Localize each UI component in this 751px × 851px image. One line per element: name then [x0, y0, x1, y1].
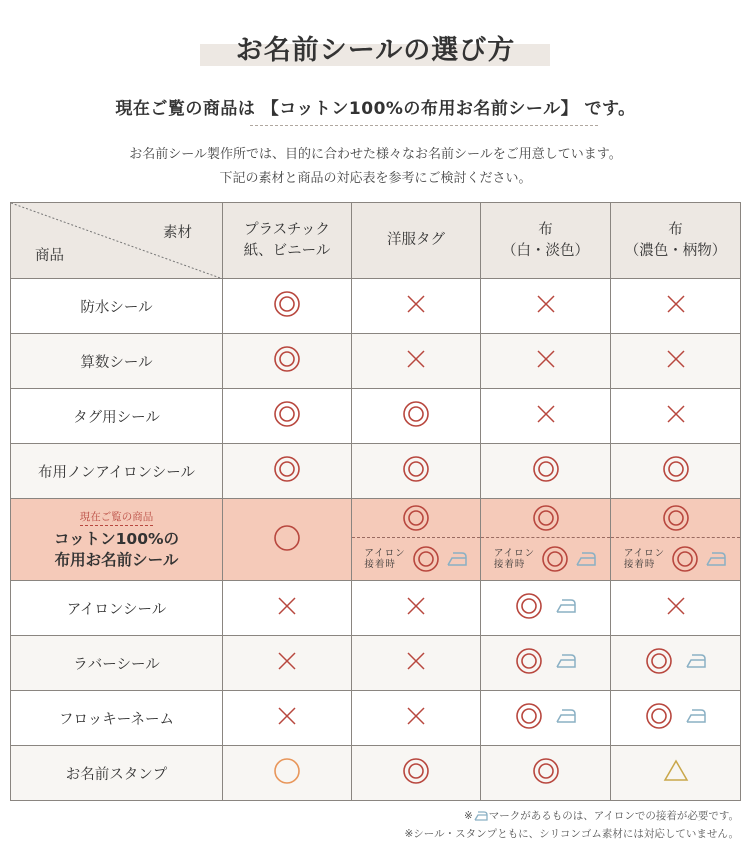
page-title: お名前シールの選び方 — [235, 35, 516, 66]
compat-cell — [352, 581, 481, 636]
corner-product-label: 商品 — [35, 248, 64, 264]
table-row — [11, 444, 741, 499]
double-circle-icon — [532, 455, 560, 483]
product-name-cell: ラバーシール — [11, 636, 223, 691]
product-name-cell: お名前スタンプ — [11, 746, 223, 801]
table-header-row — [11, 203, 741, 279]
cross-icon — [666, 596, 686, 616]
double-circle-icon — [273, 290, 301, 318]
iron-icon — [705, 551, 727, 567]
double-circle-icon — [273, 400, 301, 428]
double-circle-icon — [645, 702, 673, 730]
product-name-cell: 防水シール — [11, 279, 223, 334]
compat-cell — [611, 334, 741, 389]
table-row — [11, 334, 741, 389]
compat-cell — [611, 279, 741, 334]
title-area — [0, 18, 751, 78]
footnote-iron: ※ マークがあるものは、アイロンでの接着が必要です。 — [463, 810, 739, 822]
compat-cell — [611, 444, 741, 499]
double-circle-with-iron — [515, 592, 577, 620]
double-circle-icon — [515, 702, 543, 730]
compat-cell-split — [481, 499, 611, 581]
compat-cell — [611, 636, 741, 691]
table-row — [11, 746, 741, 801]
compat-cell — [352, 389, 481, 444]
circle-icon — [273, 524, 301, 552]
product-name-cell: アイロンシール — [11, 581, 223, 636]
compat-cell — [352, 444, 481, 499]
iron-bonding-label: アイロン 接着時 — [623, 548, 666, 570]
compat-cell — [481, 636, 611, 691]
compat-cell — [223, 636, 352, 691]
table-row — [11, 636, 741, 691]
column-header-tag: 洋服タグ — [352, 203, 481, 279]
compat-cell — [223, 746, 352, 801]
cross-icon — [406, 706, 426, 726]
column-header-cloth-light: 布 （白・淡色） — [481, 203, 611, 279]
description-line-2: 下記の素材と商品の対応表を参考にご検討ください。 — [219, 171, 532, 186]
double-circle-icon — [662, 455, 690, 483]
footnote-silicone: ※シール・スタンプともに、シリコンゴム素材には対応していません。 — [404, 828, 739, 840]
compat-cell — [481, 334, 611, 389]
compat-cell — [352, 691, 481, 746]
double-circle-icon — [273, 455, 301, 483]
double-circle-icon — [515, 592, 543, 620]
cross-icon — [666, 294, 686, 314]
compat-cell — [223, 334, 352, 389]
double-circle-with-iron — [645, 702, 707, 730]
description-line-1: お名前シール製作所では、目的に合わせた様々なお名前シールをご用意しています。 — [129, 147, 622, 162]
double-circle-icon — [402, 400, 430, 428]
double-circle-icon — [532, 504, 560, 532]
cross-icon — [277, 651, 297, 671]
product-name-cell: 算数シール — [11, 334, 223, 389]
compat-cell — [352, 279, 481, 334]
compat-cell — [223, 389, 352, 444]
table-row — [11, 691, 741, 746]
compat-cell — [352, 636, 481, 691]
product-name-cell: 布用ノンアイロンシール — [11, 444, 223, 499]
compat-cell — [481, 746, 611, 801]
corner-material-label: 素材 — [163, 225, 192, 241]
compat-cell — [611, 746, 741, 801]
compat-cell — [611, 389, 741, 444]
double-circle-icon — [515, 647, 543, 675]
current-product-tag: 現在ご覧の商品 — [80, 509, 154, 526]
compat-cell — [611, 581, 741, 636]
double-circle-with-iron — [515, 702, 577, 730]
compat-cell — [481, 581, 611, 636]
iron-bonding-label: アイロン 接着時 — [493, 548, 536, 570]
compat-cell — [223, 279, 352, 334]
cross-icon — [277, 706, 297, 726]
current-product-line: 現在ご覧の商品は 【コットン100%の布用お名前シール】 です。 — [115, 99, 636, 119]
double-circle-icon — [402, 455, 430, 483]
description — [0, 143, 751, 191]
current-product-underline — [250, 125, 598, 126]
table-row — [11, 581, 741, 636]
iron-icon — [575, 551, 597, 567]
table-row — [11, 389, 741, 444]
double-circle-icon — [273, 345, 301, 373]
compat-cell — [481, 279, 611, 334]
double-circle-icon — [671, 545, 699, 573]
cross-icon — [536, 349, 556, 369]
highlight-product-cell — [11, 499, 223, 581]
cross-icon — [536, 404, 556, 424]
compat-cell — [481, 444, 611, 499]
column-header-cloth-dark: 布 （濃色・柄物） — [611, 203, 741, 279]
column-header-plastic: プラスチック 紙、ビニール — [223, 203, 352, 279]
compat-cell-split — [352, 499, 481, 581]
compat-cell — [223, 691, 352, 746]
double-circle-with-iron — [515, 647, 577, 675]
cross-icon — [406, 651, 426, 671]
cross-icon — [277, 596, 297, 616]
product-name-cell: タグ用シール — [11, 389, 223, 444]
cross-icon — [666, 404, 686, 424]
circle-icon — [273, 757, 301, 785]
double-circle-icon — [662, 504, 690, 532]
cross-icon — [406, 349, 426, 369]
double-circle-icon — [402, 757, 430, 785]
cross-icon — [666, 349, 686, 369]
highlight-row — [11, 499, 741, 581]
table-row — [11, 279, 741, 334]
compat-cell — [481, 389, 611, 444]
iron-bonding-label: アイロン 接着時 — [364, 548, 406, 570]
double-circle-icon — [645, 647, 673, 675]
triangle-icon — [663, 759, 689, 783]
cross-icon — [536, 294, 556, 314]
compat-cell — [352, 746, 481, 801]
compat-cell — [223, 499, 352, 581]
iron-icon — [685, 708, 707, 724]
double-circle-with-iron — [645, 647, 707, 675]
compat-cell — [611, 691, 741, 746]
compat-cell — [352, 334, 481, 389]
cross-icon — [406, 596, 426, 616]
table-corner-cell — [11, 203, 223, 279]
iron-icon — [474, 811, 488, 821]
cross-icon — [406, 294, 426, 314]
iron-icon — [555, 598, 577, 614]
highlight-product-name: コットン100%の 布用お名前シール — [53, 530, 180, 569]
compat-cell-split — [611, 499, 741, 581]
iron-icon — [685, 653, 707, 669]
compat-cell — [481, 691, 611, 746]
double-circle-icon — [402, 504, 430, 532]
iron-icon — [446, 551, 468, 567]
iron-icon — [555, 653, 577, 669]
double-circle-icon — [541, 545, 569, 573]
compat-cell — [223, 581, 352, 636]
double-circle-icon — [412, 545, 440, 573]
double-circle-icon — [532, 757, 560, 785]
compatibility-table — [10, 202, 741, 801]
compat-cell — [223, 444, 352, 499]
product-name-cell: フロッキーネーム — [11, 691, 223, 746]
iron-icon — [555, 708, 577, 724]
